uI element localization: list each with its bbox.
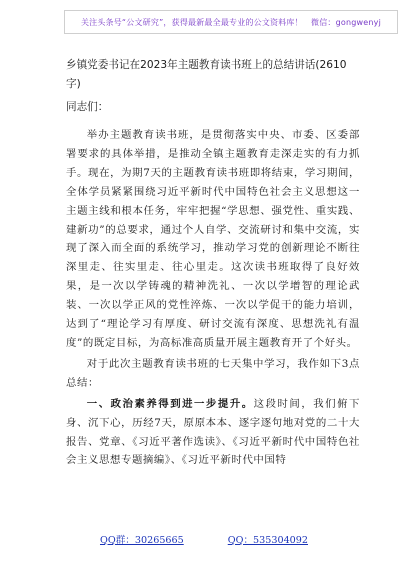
footer-contacts [0, 532, 408, 546]
qq-contact-link[interactable]: QQ：535304092 [227, 535, 308, 546]
qq-group-link[interactable]: QQ群：30265665 [99, 535, 184, 546]
document-title: 乡镇党委书记在2023年主题教育读书班上的总结讲话(2610字) [66, 59, 347, 90]
section-1-text: 这段时间，我们俯下身、沉下心，历经7天，原原本本、逐字逐句地对党的二十大报告、党章、《习近平著作选读》、《习近平新时代中国特色社会主义思想专题摘编》、《习近平新时代中国特 [66, 397, 360, 467]
paragraph-summary-lead: 对于此次主题教育读书班的七天集中学习，我作如下3点总结： [66, 357, 360, 389]
section-1-heading: 一、政治素养得到进一步提升。 [86, 397, 254, 410]
salutation: 同志们： [66, 101, 109, 113]
document-body [66, 126, 360, 470]
paragraph-intro: 举办主题教育读书班，是贯彻落实中央、市委、区委部署要求的具体举措，是推动全镇主题教育走深走实的有力抓手。现在，为期7天的主题教育读书班即将结束，学习期间，全体学员紧紧围绕习近平新时代中国特色社会主义思想这一主题主线和根本任务，牢牢把握“学思想、强党性、重实践、建新功”的总要求，通过个人自学、交流研讨和集中交流，实现了深入而全面的系统学习，推动学习党的创新理论不断往深里走、往实里走、往心里走。这次读书班取得了良好效果，是一次以学铸魂的精神洗礼、一次以学增智的理论武装、一次以学正风的党性淬炼、一次以学促干的能力培训，达到了“理论学习有厚度、研讨交流有深度、思想洗礼有温度”的既定目标，为高标准高质量开展主题教育开了个好头。 [66, 129, 360, 349]
section-1 [66, 395, 360, 471]
header-banner: 关注头条号“公文研究”，获得最新最全最专业的公文资料库！ 微信：gongwenyj [64, 10, 398, 34]
